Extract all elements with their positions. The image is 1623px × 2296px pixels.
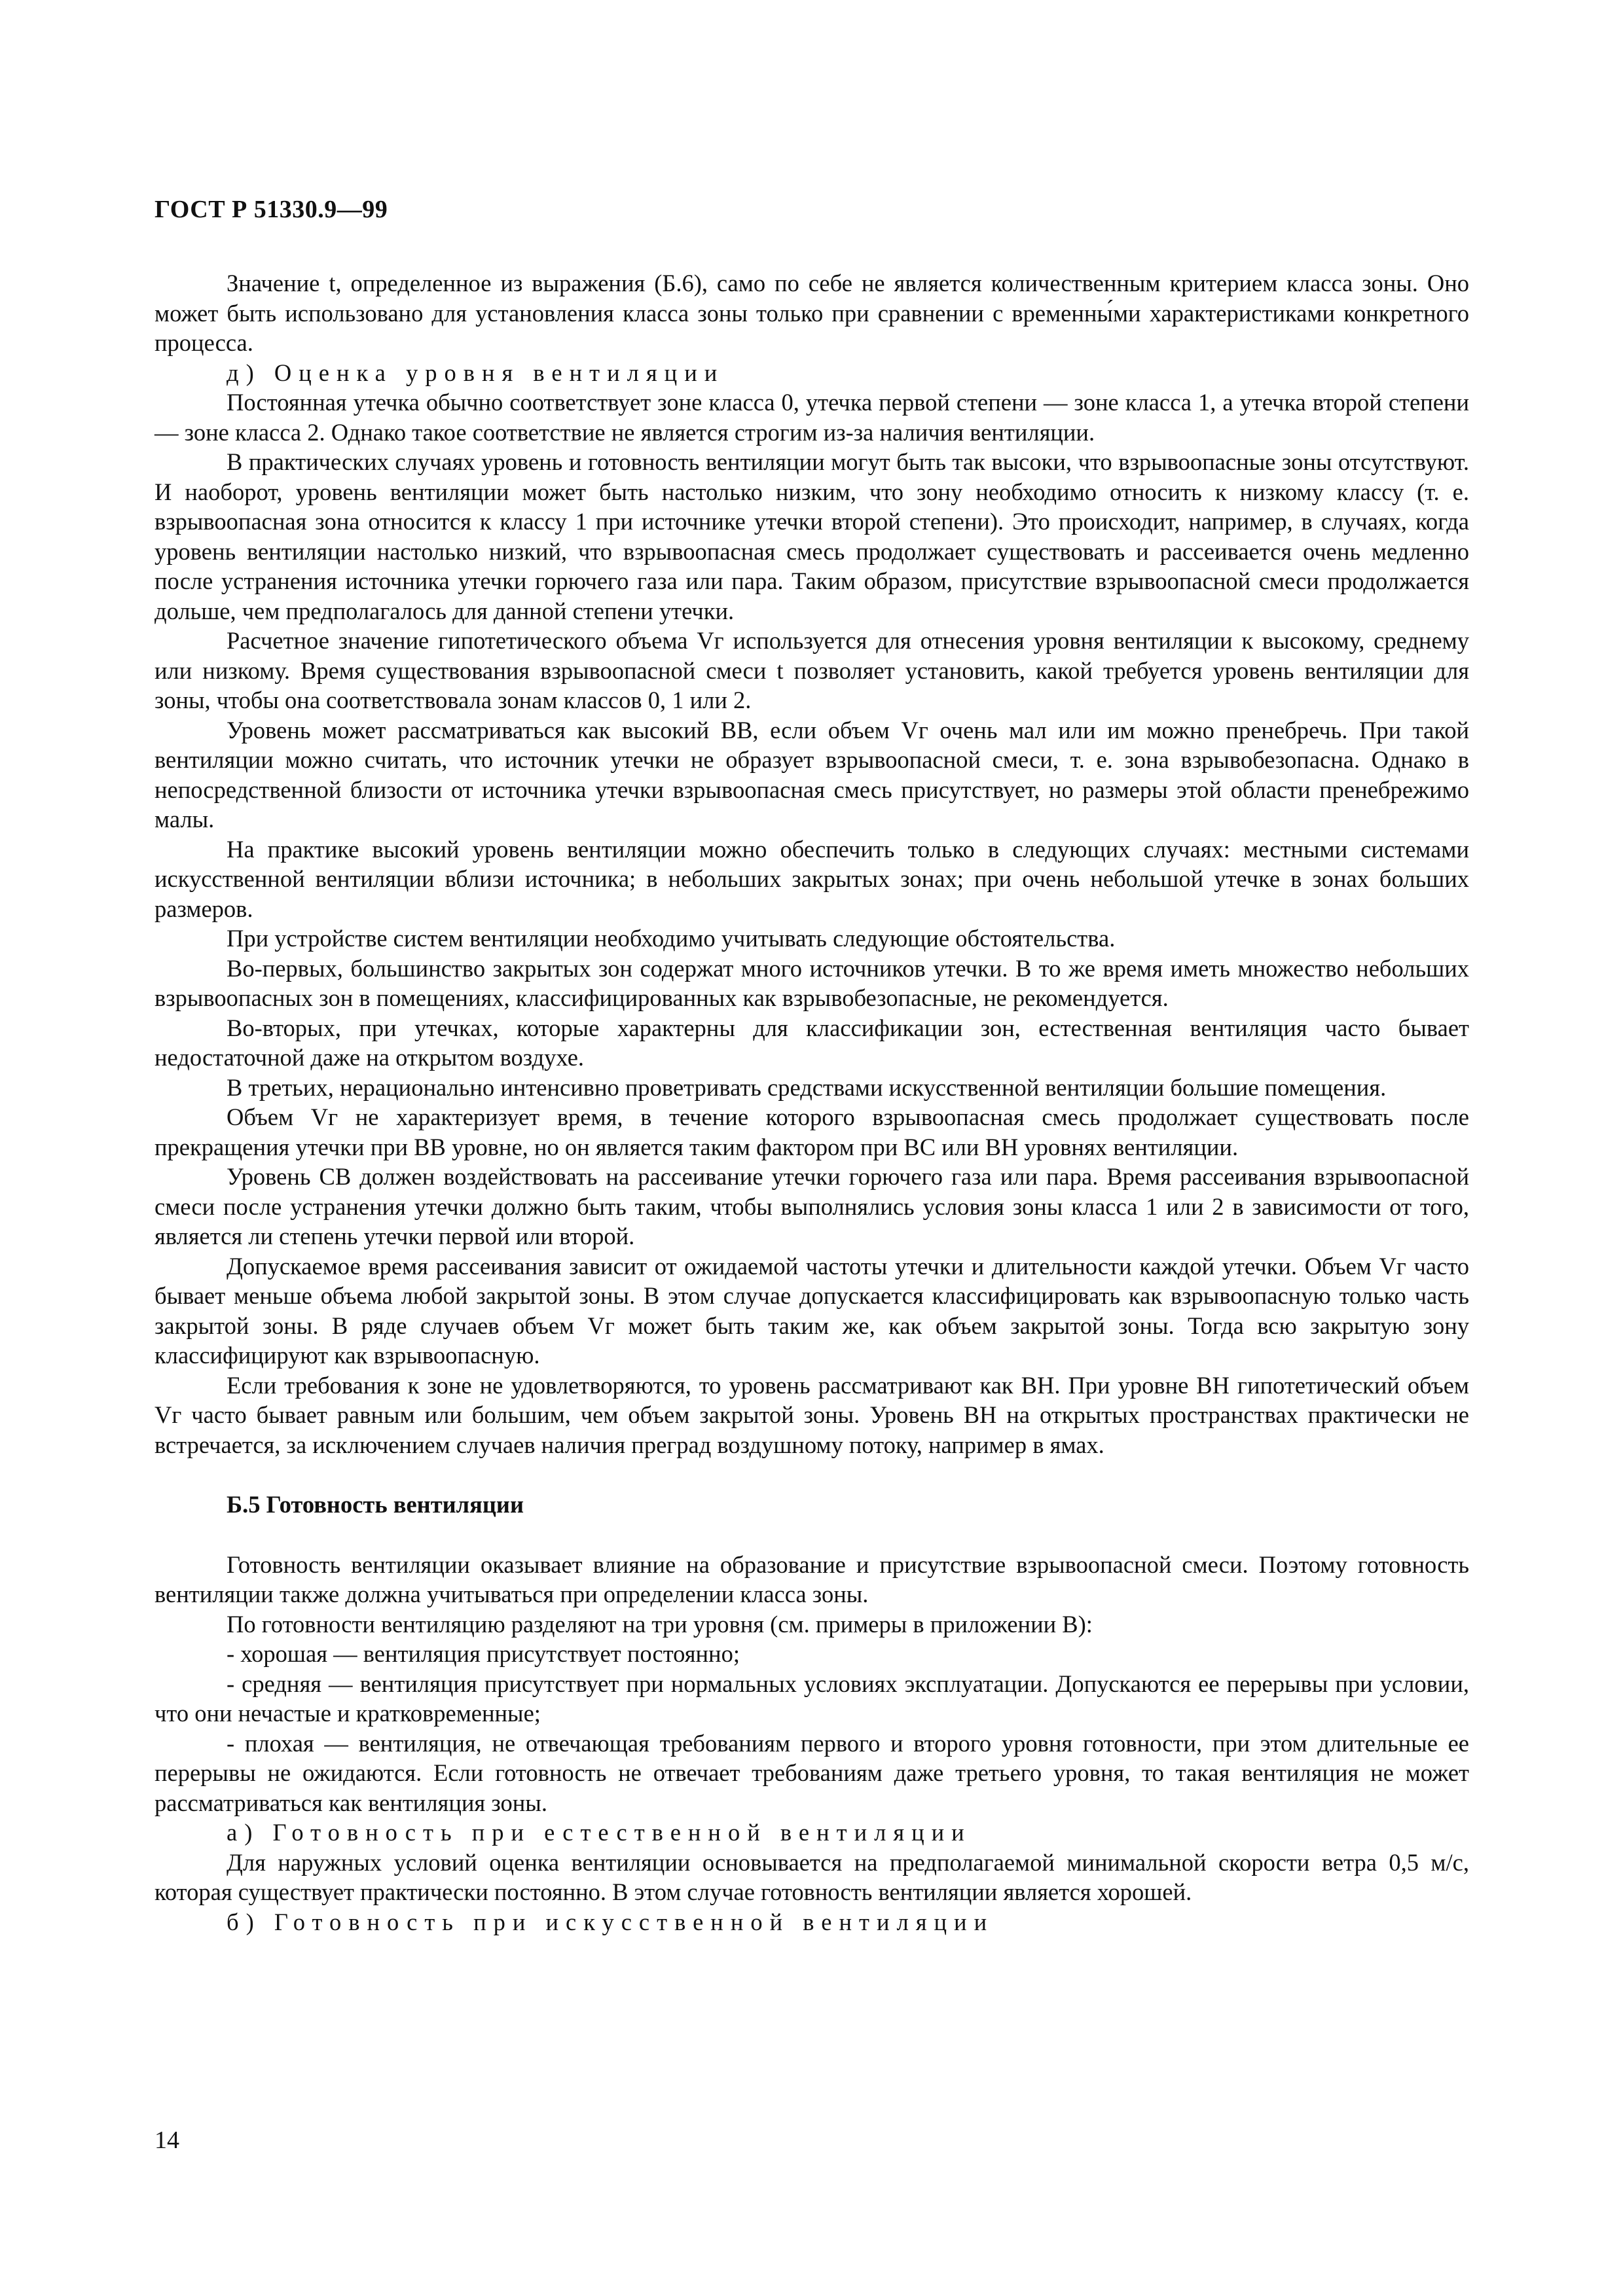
paragraph: Расчетное значение гипотетического объема Vг используется для отнесения уровня вентиляции к высокому, среднему или низкому. Время существования взрывоопасной смеси t позволяет установить, какой требуется уровень вентиляции для зоны, чтобы она соответствовала зонам классов 0, 1 или 2. xyxy=(155,627,1469,713)
paragraph: Объем Vг не характеризует время, в течение которого взрывоопасная смесь продолжает существовать после прекращения утечки при ВВ уровне, но он является таким фактором при ВС или ВН уровнях вентиляции. xyxy=(155,1103,1469,1160)
subsection-label: а) Готовность при естественной вентиляции xyxy=(227,1819,972,1846)
list-item: - средняя — вентиляция присутствует при нормальных условиях эксплуатации. Допускаются ее перерывы при условии, что они нечастые и кратковременные; xyxy=(155,1670,1469,1727)
paragraph: При устройстве систем вентиляции необходимо учитывать следующие обстоятельства. xyxy=(227,925,1116,952)
paragraph: В третьих, нерационально интенсивно проветривать средствами искусственной вентиляции большие помещения. xyxy=(227,1073,1387,1101)
paragraph: Если требования к зоне не удовлетворяются, то уровень рассматривают как ВН. При уровне ВН гипотетический объем Vг часто бывает равным или большим, чем объем закрытой зоны. Уровень ВН на открытых пространствах практически не встречается, за исключением случаев наличия преград воздушному потоку, например в ямах. xyxy=(155,1371,1469,1458)
subsection-label: д) Оценка уровня вентиляции xyxy=(227,359,725,386)
paragraph: Уровень СВ должен воздействовать на рассеивание утечки горючего газа или пара. Время рассеивания взрывоопасной смеси после устранения утечки должно быть таким, чтобы выполнялись условия зоны класса 1 или 2 в зависимости от того, является ли степень утечки первой или второй. xyxy=(155,1163,1469,1249)
paragraph: Уровень может рассматриваться как высокий ВВ, если объем Vг очень мал или им можно пренебречь. При такой вентиляции можно считать, что источник утечки не образует взрывоопасной смеси, т. е. зона взрывобезопасна. Однако в непосредственной близости от источника утечки взрывоопасная смесь присутствует, но размеры этой области пренебрежимо малы. xyxy=(155,716,1469,833)
page-number: 14 xyxy=(155,2126,179,2154)
paragraph: Готовность вентиляции оказывает влияние на образование и присутствие взрывоопасной смеси. Поэтому готовность вентиляции также должна учитываться при определении класса зоны. xyxy=(155,1551,1469,1607)
body-text xyxy=(155,268,1469,1937)
list-item: - хорошая — вентиляция присутствует постоянно; xyxy=(227,1640,740,1667)
paragraph: Значение t, определенное из выражения (Б.6), само по себе не является количественным критерием класса зоны. Оно может быть использовано для установления класса зоны только при сравнении с временны́ми характеристиками конкретного процесса. xyxy=(155,270,1469,356)
paragraph: Допускаемое время рассеивания зависит от ожидаемой частоты утечки и длительности каждой утечки. Объем Vг часто бывает меньше объема любой закрытой зоны. В этом случае допускается классифицировать как взрывоопасную только часть закрытой зоны. В ряде случаев объем Vг может быть таким же, как объем закрытой зоны. Тогда всю закрытую зону классифицируют как взрывоопасную. xyxy=(155,1252,1469,1369)
section-heading: Б.5 Готовность вентиляции xyxy=(227,1491,524,1518)
paragraph: По готовности вентиляцию разделяют на три уровня (см. примеры в приложении В): xyxy=(227,1610,1093,1638)
paragraph: Постоянная утечка обычно соответствует зоне класса 0, утечка первой степени — зоне класса 1, а утечка второй степени — зоне класса 2. Однако такое соответствие не является строгим из-за наличия вентиляции. xyxy=(155,389,1469,446)
paragraph: Во-вторых, при утечках, которые характерны для классификации зон, естественная вентиляция часто бывает недостаточной даже на открытом воздухе. xyxy=(155,1014,1469,1071)
document-id: ГОСТ Р 51330.9—99 xyxy=(155,196,388,223)
subsection-label: б) Готовность при искусственной вентиляции xyxy=(227,1908,994,1935)
paragraph: В практических случаях уровень и готовность вентиляции могут быть так высоки, что взрывоопасные зоны отсутствуют. И наоборот, уровень вентиляции может быть настолько низким, что зону необходимо относить к низкому классу (т. е. взрывоопасная зона относится к классу 1 при источнике утечки второй степени). Это происходит, например, в случаях, когда уровень вентиляции настолько низкий, что взрывоопасная смесь продолжает существовать и рассеивается очень медленно после устранения источника утечки горючего газа или пара. Таким образом, присутствие взрывоопасной смеси продолжается дольше, чем предполагалось для данной степени утечки. xyxy=(155,448,1469,624)
paragraph: Для наружных условий оценка вентиляции основывается на предполагаемой минимальной скорости ветра 0,5 м/с, которая существует практически постоянно. В этом случае готовность вентиляции является хорошей. xyxy=(155,1848,1469,1905)
paragraph: Во-первых, большинство закрытых зон содержат много источников утечки. В то же время иметь множество небольших взрывоопасных зон в помещениях, классифицированных как взрывобезопасные, не рекомендуется. xyxy=(155,954,1469,1011)
paragraph: На практике высокий уровень вентиляции можно обеспечить только в следующих случаях: местными системами искусственной вентиляции вблизи источника; в небольших закрытых зонах; при очень небольшой утечке в зонах больших размеров. xyxy=(155,835,1469,922)
list-item: - плохая — вентиляция, не отвечающая требованиям первого и второго уровня готовности, при этом длительные ее перерывы не ожидаются. Если готовность не отвечает требованиям даже третьего уровня, то такая вентиляция не может рассматриваться как вентиляция зоны. xyxy=(155,1729,1469,1816)
